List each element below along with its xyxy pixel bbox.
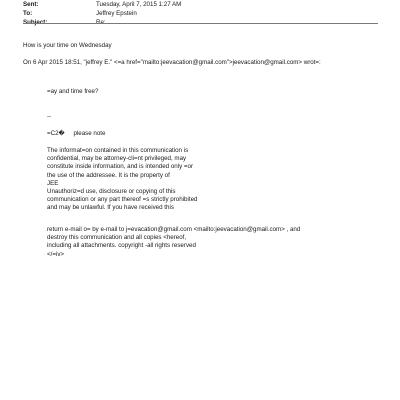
disclaimer-line: confidential, may be attorney-cli=nt privileged, may [47,155,187,163]
return-line: including all attachments. copyright -all rights reserved [47,242,196,250]
quote-header: On 6 Apr 2015 18:51, "jeffrey E." <=a href="mailto:jeevacation@gmail.com">jeevacation@gmail.com> wrot=: [23,59,321,66]
return-block [47,226,347,259]
return-line: return e-mail o= by e-mail to j=evacation@gmail.com <mailto:jeevacation@gmail.com> , and [47,226,301,233]
greeting-line: How is your time on Wednesday [23,42,112,49]
sent-row [23,0,383,9]
disclaimer-line: JEE [47,179,59,187]
to-row [23,9,383,18]
disclaimer-line: The informat=on contained in this communication is [47,147,189,154]
quoted-question: =ay and time free? [47,88,99,95]
separator-line: -- [47,113,52,120]
sent-label: Sent: [23,0,39,8]
header-divider [23,23,378,24]
disclaimer-block [47,147,347,213]
disclaimer-line: the use of the addressee. It is the property of [47,171,170,179]
note-line: =C2� please note [47,130,106,137]
disclaimer-line: communication or any part thereof =s strictly prohibited [47,196,198,204]
subject-label: Subject: [23,18,48,26]
return-line: </=iv> [47,250,65,258]
disclaimer-line: Unauthoriz=d use, disclosure or copying of this [47,187,176,195]
to-value: Jeffrey Epstein [96,9,137,17]
to-label: To: [23,9,33,17]
return-line: destroy this communication and all copies <hereof, [47,234,187,242]
disclaimer-line: constitute inside information, and is intended only =or [47,163,194,171]
disclaimer-line: and may be unlawful. If you have received this [47,204,174,212]
sent-value: Tuesday, April 7, 2015 1:27 AM [96,0,182,8]
subject-value: Re: [96,18,106,26]
